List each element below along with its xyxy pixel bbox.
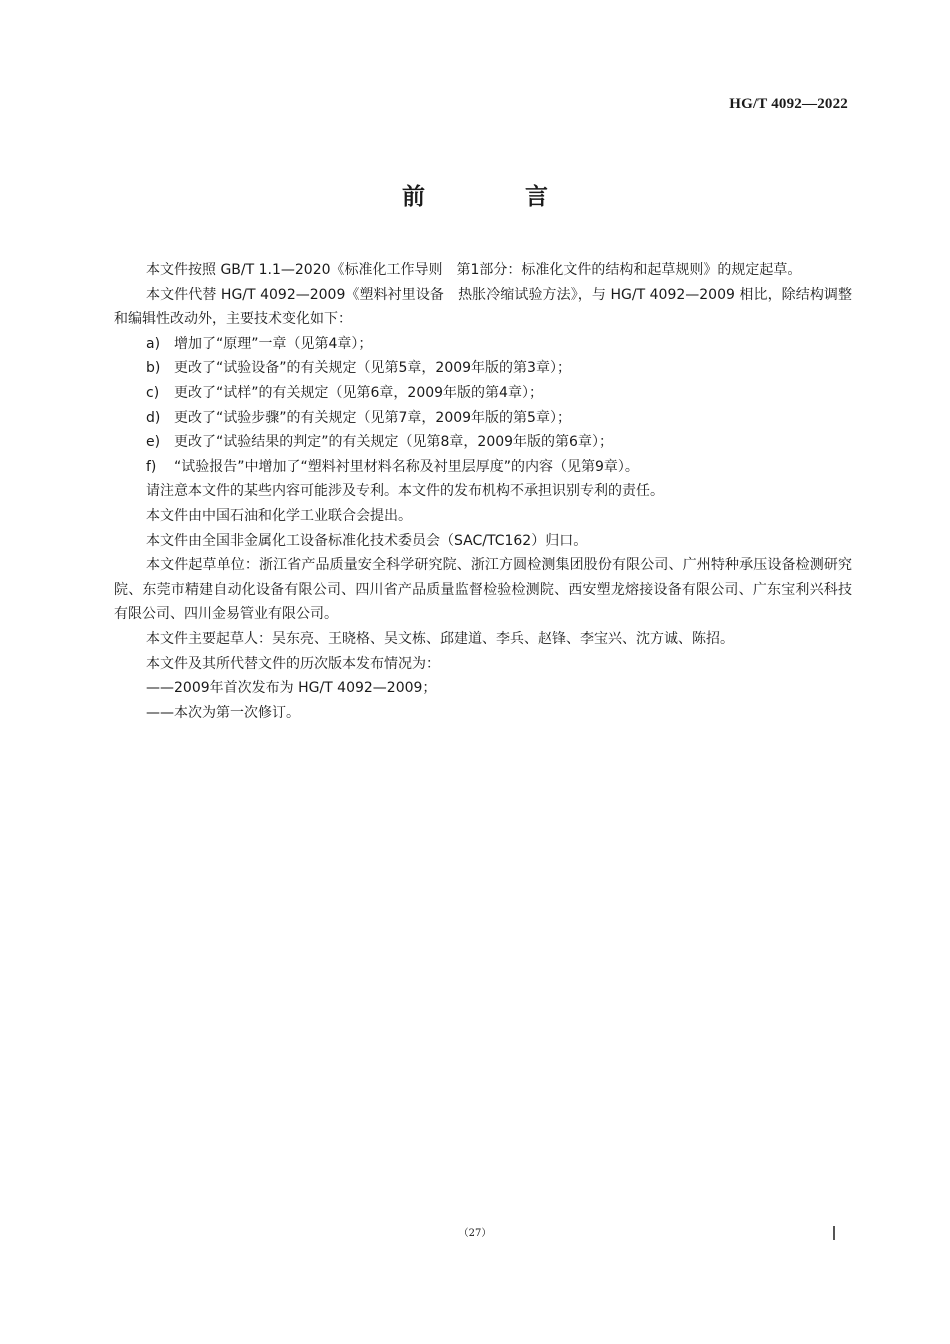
page-number: （27）: [458, 1228, 492, 1239]
list-item-label: c): [146, 384, 160, 401]
list-item: [114, 430, 852, 455]
list-item-text: 更改了“试验设备”的有关规定（见第5章，2009年版的第3章）；: [174, 360, 571, 377]
document-code: HG/T 4092—2022: [729, 96, 848, 112]
paragraph-drafters: 本文件主要起草人：吴东亮、王晓格、吴文栋、邱建道、李兵、赵锋、李宝兴、沈方诚、陈招。: [146, 630, 734, 647]
list-item: [114, 332, 852, 357]
list-item-text: 更改了“试验步骤”的有关规定（见第7章，2009年版的第5章）；: [174, 409, 571, 426]
paragraph-drafting-units: 本文件起草单位：浙江省产品质量安全科学研究院、浙江方圆检测集团股份有限公司、广州特种承压设备检测研究院、东莞市精建自动化设备有限公司、四川省产品质量监督检验检测院、西安塑龙熔接设备有限公司、广东宝利兴科技有限公司、四川金易管业有限公司。: [114, 557, 852, 623]
paragraph-proposer: 本文件由中国石油和化学工业联合会提出。: [146, 507, 412, 524]
history-item: ——本次为第一次修订。: [146, 704, 300, 721]
list-item-label: d): [146, 409, 161, 426]
list-item: [114, 406, 852, 431]
list-item: [114, 356, 852, 381]
paragraph-committee: 本文件由全国非金属化工设备标准化技术委员会（SAC/TC162）归口。: [146, 532, 588, 549]
list-item-text: 增加了“原理”一章（见第4章）；: [174, 335, 373, 352]
margin-mark: [833, 1226, 835, 1240]
list-item: [114, 381, 852, 406]
paragraph-patent-notice: 请注意本文件的某些内容可能涉及专利。本文件的发布机构不承担识别专利的责任。: [146, 483, 664, 500]
paragraph-history-intro: 本文件及其所代替文件的历次版本发布情况为：: [146, 655, 440, 672]
list-item-text: 更改了“试验结果的判定”的有关规定（见第8章，2009年版的第6章）；: [174, 434, 613, 451]
list-item: [114, 455, 852, 480]
list-item-label: a): [146, 335, 161, 352]
change-list: [114, 332, 852, 480]
page-title: 前 言: [401, 184, 594, 210]
list-item-label: e): [146, 434, 161, 451]
list-item-label: b): [146, 360, 161, 377]
list-item-text: 更改了“试样”的有关规定（见第6章，2009年版的第4章）；: [174, 384, 543, 401]
document-body: [114, 258, 852, 725]
history-item: ——2009年首次发布为 HG/T 4092—2009；: [146, 680, 437, 697]
list-item-text: “试验报告”中增加了“塑料衬里材料名称及衬里层厚度”的内容（见第9章）。: [174, 458, 639, 475]
list-item-label: f): [146, 458, 157, 475]
paragraph-drafting-rules: 本文件按照 GB/T 1.1—2020《标准化工作导则 第1部分：标准化文件的结构和起草规则》的规定起草。: [146, 262, 802, 278]
paragraph-replacement: 本文件代替 HG/T 4092—2009《塑料衬里设备 热胀冷缩试验方法》，与 HG/T 4092—2009 相比，除结构调整和编辑性改动外，主要技术变化如下：: [114, 286, 852, 328]
